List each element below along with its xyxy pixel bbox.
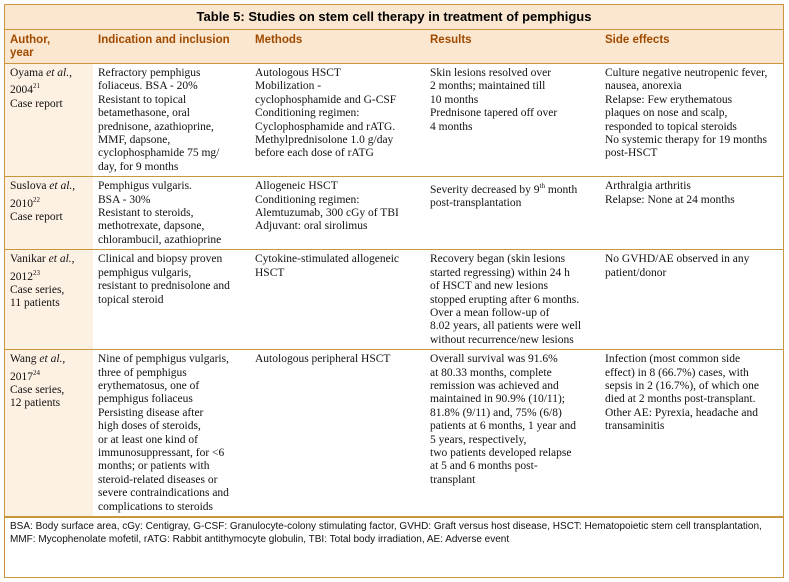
table-footnote: BSA: Body surface area, cGy: Centigray, G-CSF: Granulocyte-colony stimulating factor, GVHD: Graft versus host disease, HSCT: Hematopoietic stem cell transplantation, MMF: Mycophenolate mofetil, rATG: Rabbit antithymocyte globulin, TBI: Total body irradiation, AE: Adverse event xyxy=(5,517,783,549)
author-cell: Suslova et al., 2010$^{22}$ Case report xyxy=(5,177,93,250)
results-text-pre: Severity decreased by 9 xyxy=(430,184,540,197)
indication-cell: Refractory pemphigus foliaceus. BSA - 20% Resistant to topical betamethasone, oral prednisone, azathioprine, MMF, dapsone, cyclophosphamide 75 mg/ day, for 9 months xyxy=(93,64,250,177)
header-side-effects: Side effects xyxy=(600,30,783,64)
table-row xyxy=(5,250,783,350)
studies-table xyxy=(5,30,783,517)
header-methods: Methods xyxy=(250,30,425,64)
author-ref: 24 xyxy=(33,368,40,377)
methods-cell: Cytokine-stimulated allogeneic HSCT xyxy=(250,250,425,350)
results-cell: Recovery began (skin lesions started regressing) within 24 h of HSCT and new lesions stopped erupting after 6 months. Over a mean follow-up of 8.02 years, all patients were well without recurrence/new lesions xyxy=(425,250,600,350)
indication-cell: Pemphigus vulgaris. BSA - 30% Resistant to steroids, methotrexate, dapsone, chlorambucil, azathioprine xyxy=(93,177,250,250)
author-cell: Oyama et al., 2004$^{21}$ Case report xyxy=(5,64,93,177)
author-type: Case series, 12 patients xyxy=(10,383,65,410)
author-year: 2012 xyxy=(10,270,33,283)
author-name: Suslova xyxy=(10,180,50,193)
author-name: Oyama xyxy=(10,67,47,79)
author-type: Case series, 11 patients xyxy=(10,283,65,310)
author-year: 2017 xyxy=(10,370,33,383)
author-ref: 23 xyxy=(33,268,40,277)
table-container xyxy=(4,4,784,578)
table-row xyxy=(5,350,783,517)
author-type: Case report xyxy=(10,97,63,110)
results-cell: Overall survival was 91.6% at 80.33 months, complete remission was achieved and maintained in 90.9% (10/11); 81.8% (9/11) and, 75% (6/8) patients at 6 months, 1 year and 5 years, respectively, two patients developed relapse at 5 and 6 months post- transplant xyxy=(425,350,600,517)
author-ref: 21 xyxy=(33,82,40,91)
methods-cell: Autologous peripheral HSCT xyxy=(250,350,425,517)
author-type: Case report xyxy=(10,210,63,223)
author-cell: Wang et al., 2017$^{24}$ Case series, 12 patients xyxy=(5,350,93,517)
author-year: 2004 xyxy=(10,84,33,97)
results-cell: Skin lesions resolved over 2 months; maintained till 10 months Prednisone tapered off over 4 months xyxy=(425,64,600,177)
author-year: 2010 xyxy=(10,197,33,210)
header-results: Results xyxy=(425,30,600,64)
header-row xyxy=(5,30,783,64)
author-ref: 22 xyxy=(33,195,40,204)
table-row xyxy=(5,64,783,177)
author-etal: et al. xyxy=(49,180,73,193)
side-effects-cell: Infection (most common side effect) in 8 (66.7%) cases, with sepsis in 2 (16.7%), of which one died at 2 months post-transplant. Other AE: Pyrexia, headache and transaminitis xyxy=(600,350,783,517)
results-superscript: th xyxy=(539,182,545,191)
table-title: Table 5: Studies on stem cell therapy in treatment of pemphigus xyxy=(5,5,783,30)
side-effects-cell: Culture negative neutropenic fever, nausea, anorexia Relapse: Few erythematous plaques on nose and scalp, responded to topical steroids No systemic therapy for 19 months post-HSCT xyxy=(600,64,783,177)
author-etal: et al. xyxy=(39,353,63,366)
header-author: Author, year xyxy=(5,30,93,64)
results-cell xyxy=(425,177,600,250)
results-text-post: month post-transplantation xyxy=(430,184,578,210)
indication-cell: Nine of pemphigus vulgaris, three of pemphigus erythematosus, one of pemphigus foliaceus Persisting disease after high doses of steroids, or at least one kind of immunosuppressant, for <6 months; or patients with steroid-related diseases or severe contraindications and complications to steroids xyxy=(93,350,250,517)
header-indication: Indication and inclusion xyxy=(93,30,250,64)
side-effects-cell: No GVHD/AE observed in any patient/donor xyxy=(600,250,783,350)
author-name: Vanikar xyxy=(10,253,49,266)
author-etal: et al. xyxy=(46,67,70,79)
author-name: Wang xyxy=(10,353,40,366)
author-etal: et al. xyxy=(48,253,72,266)
side-effects-cell: Arthralgia arthritis Relapse: None at 24 months xyxy=(600,177,783,250)
methods-cell: Allogeneic HSCT Conditioning regimen: Alemtuzumab, 300 cGy of TBI Adjuvant: oral sirolimus xyxy=(250,177,425,250)
indication-cell: Clinical and biopsy proven pemphigus vulgaris, resistant to prednisolone and topical steroid xyxy=(93,250,250,350)
table-row xyxy=(5,177,783,250)
author-cell: Vanikar et al., 2012$^{23}$ Case series, 11 patients xyxy=(5,250,93,350)
methods-cell: Autologous HSCT Mobilization - cyclophosphamide and G-CSF Conditioning regimen: Cyclophosphamide and rATG. Methylprednisolone 1.0 g/day before each dose of rATG xyxy=(250,64,425,177)
